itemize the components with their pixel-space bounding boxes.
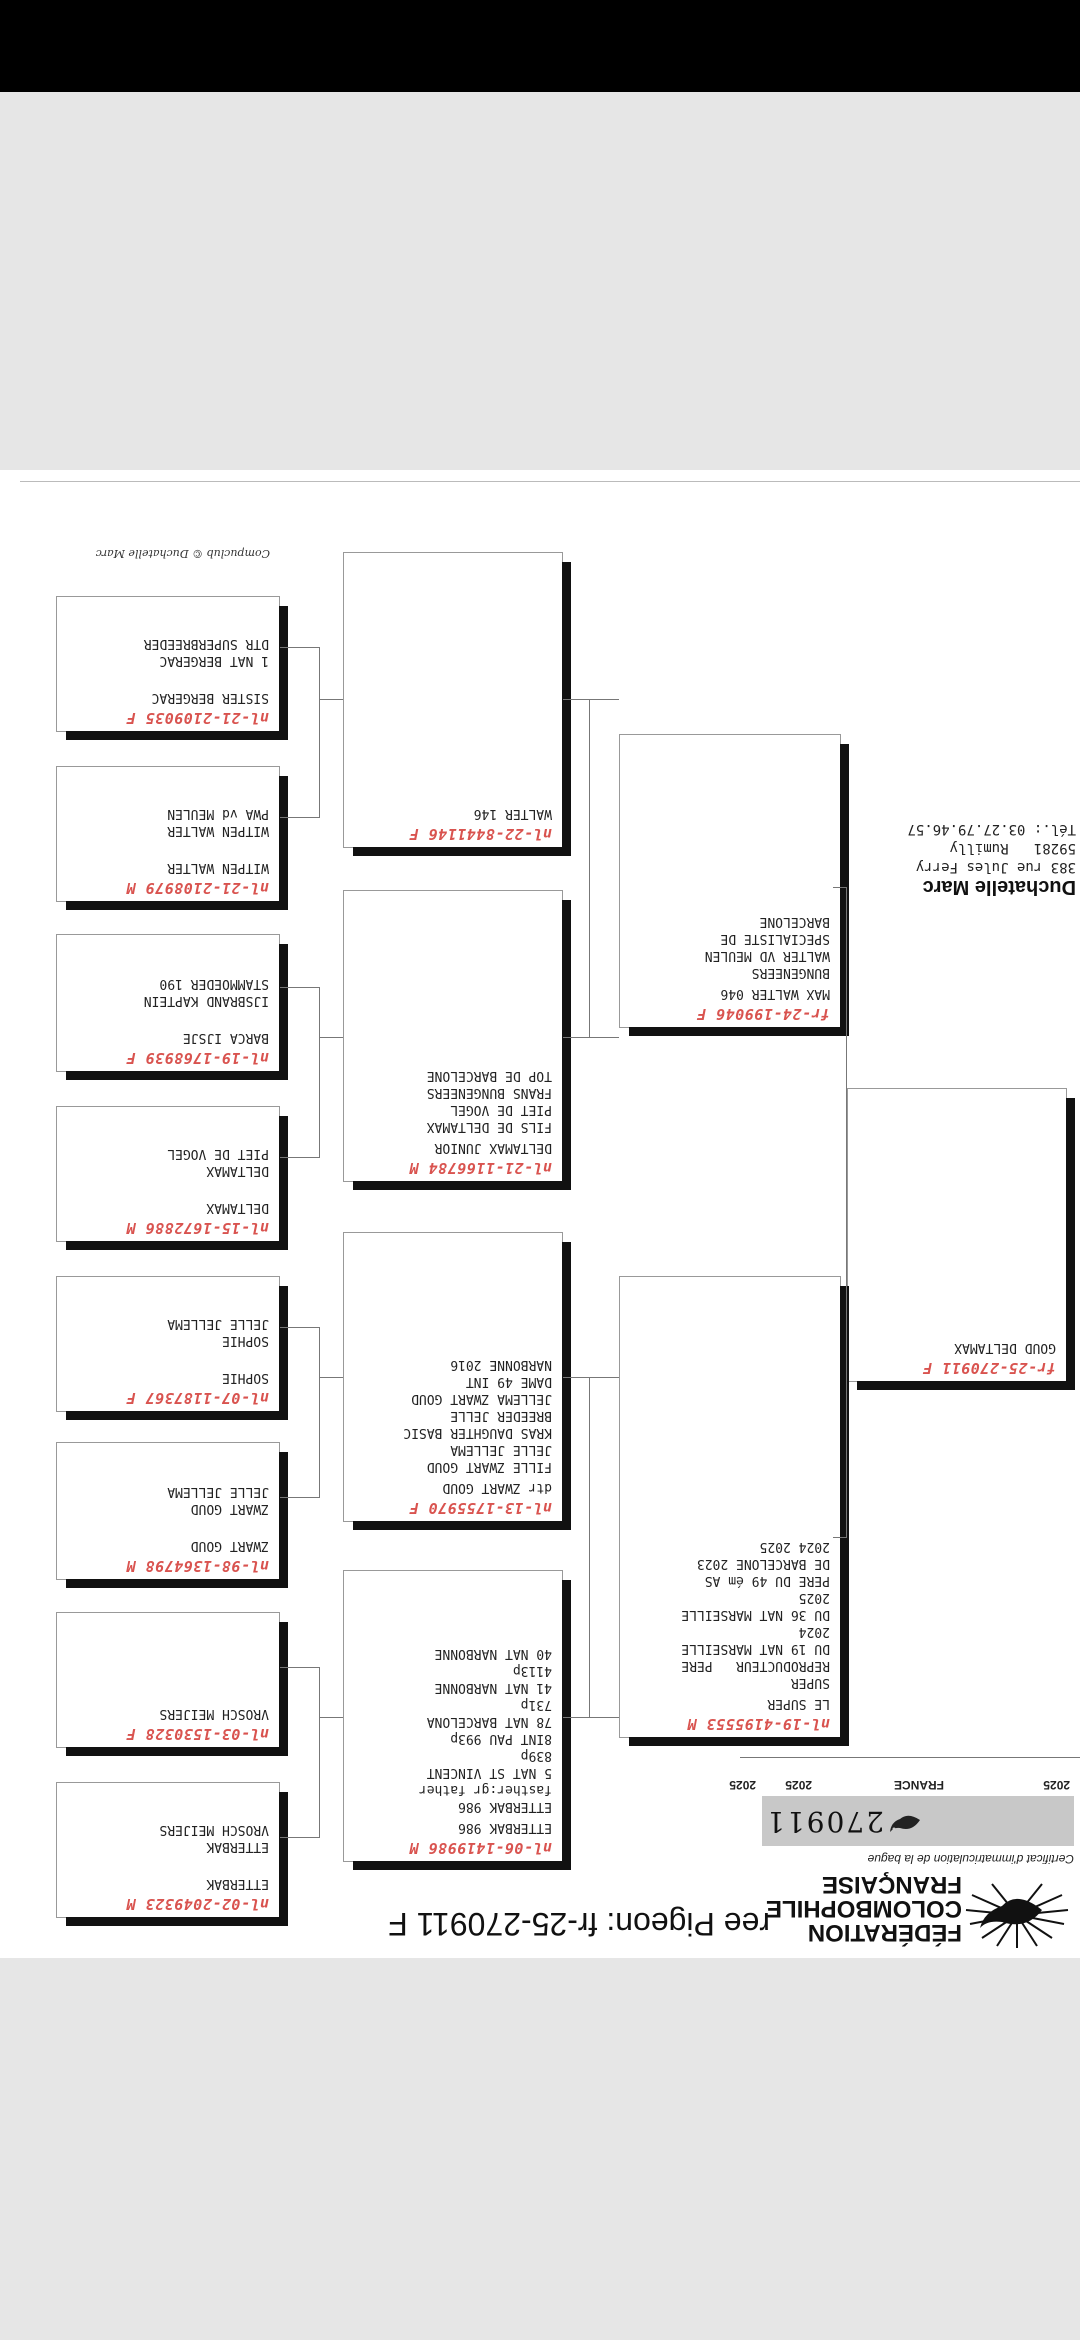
connector-line bbox=[563, 699, 619, 700]
ring-number: nl-21-2109035 F bbox=[126, 709, 269, 727]
connector-line bbox=[319, 1667, 320, 1838]
connector-line bbox=[563, 1037, 619, 1038]
ring-number: nl-15-1672886 M bbox=[126, 1219, 269, 1237]
pigeon-info: ZWART GOUD JELLE JELLEMA bbox=[167, 1484, 269, 1516]
ring-number: nl-06-1419986 M bbox=[409, 1839, 552, 1857]
pigeon-name: SISTER BERGERAC bbox=[151, 690, 269, 705]
software-credit: Compuclub © Duchatelle Marc bbox=[95, 547, 270, 560]
certificate-caption: Certificat d'immatriculation de la bague bbox=[867, 1852, 1074, 1866]
pedigree-document bbox=[0, 470, 1080, 1958]
connector-line bbox=[320, 1037, 343, 1038]
federation-logo-icon bbox=[962, 1880, 1072, 1950]
dam-sire-card[interactable] bbox=[343, 890, 563, 1182]
owner-name: Duchatelle Marc bbox=[922, 876, 1076, 898]
sire-sire-card[interactable] bbox=[343, 1570, 563, 1862]
gen4-card-sdd[interactable] bbox=[56, 1276, 280, 1412]
pigeon-name: BARCA IJSJE bbox=[182, 1030, 269, 1045]
certificate-band bbox=[762, 1796, 1074, 1846]
pigeon-name: LE SUPER bbox=[767, 1696, 830, 1711]
pigeon-info: FILS DE DELTAMAX PIET DE VOGEL FRANS BUNGENEERS TOP DE BARCELONE bbox=[426, 1068, 552, 1134]
federation-name: FÉDÉRATION COLOMBOPHILE FRANÇAISE bbox=[766, 1871, 962, 1946]
pigeon-info: 1 NAT BERGERAC DTR SUPERBREEDER bbox=[143, 636, 269, 668]
connector-line bbox=[589, 1377, 590, 1718]
pigeon-info: ETTERBAK VROSCH MEIJERS bbox=[159, 1822, 269, 1854]
connector-line bbox=[563, 1377, 619, 1378]
certificate-year: 2025 bbox=[785, 1778, 812, 1792]
connector-line bbox=[319, 647, 320, 818]
gen4-card-ssd[interactable] bbox=[56, 1612, 280, 1748]
certificate-country: FRANCE bbox=[894, 1778, 944, 1792]
pigeon-name: VROSCH MEIJERS bbox=[159, 1706, 269, 1721]
connector-line bbox=[320, 1377, 343, 1378]
top-black-bar bbox=[0, 0, 1080, 92]
pigeon-info: SOPHIE JELLE JELLEMA bbox=[167, 1316, 269, 1348]
certificate-year: 2025 bbox=[1043, 1778, 1070, 1792]
connector-line bbox=[280, 647, 320, 648]
connector-line bbox=[280, 1157, 320, 1158]
pigeon-info: DELTAMAX PIET DE VOGEL bbox=[167, 1146, 269, 1178]
connector-line bbox=[280, 1497, 320, 1498]
pigeon-name: DELTAMAX bbox=[206, 1200, 269, 1215]
owner-address: 383 rue Jules Ferry 59281 Rumilly Tél.: 03.27.79.46.57 bbox=[907, 821, 1076, 875]
sire-card[interactable] bbox=[619, 1276, 841, 1738]
connector-line bbox=[280, 817, 320, 818]
pigeon-info: SUPER REPRODUCTEUR PERE DU 19 NAT MARSEILLE 2024 DU 36 NAT MARSEILLE 2025 PERE DU 49 ém AS DE BARCELONE 2023 2024 2025 bbox=[681, 1539, 830, 1690]
pigeon-name: dtr ZWART GOUD bbox=[442, 1480, 552, 1495]
subject-pigeon-card[interactable] bbox=[847, 1088, 1067, 1382]
connector-line bbox=[280, 1667, 320, 1668]
ring-number: nl-22-8441146 F bbox=[409, 825, 552, 843]
ring-certificate bbox=[729, 1758, 1080, 1958]
pigeon-info: ETTERBAK 986 fasther:gr father 5 NAT ST VINCENT 839p 8INT PAU 993p 78 NAT BARCELONA 731p 41 NAT NARBONNE 4113p 40 NAT NARBONNE bbox=[418, 1646, 552, 1814]
gen4-card-dss[interactable] bbox=[56, 1106, 280, 1242]
pigeon-name: ETTERBAK 986 bbox=[458, 1820, 552, 1835]
sire-dam-card[interactable] bbox=[343, 1232, 563, 1522]
gen4-card-sds[interactable] bbox=[56, 1442, 280, 1580]
connector-line bbox=[319, 987, 320, 1158]
gen4-card-ddd[interactable] bbox=[56, 596, 280, 732]
pigeon-name: DELTAMAX JUNIOR bbox=[434, 1140, 552, 1155]
connector-line bbox=[589, 699, 590, 1038]
connector-line bbox=[280, 1837, 320, 1838]
ring-number: nl-03-1530328 F bbox=[126, 1725, 269, 1743]
gen4-card-sss[interactable] bbox=[56, 1782, 280, 1918]
pigeon-name: MAX WALTER 046 bbox=[720, 986, 830, 1001]
connector-line bbox=[833, 1537, 847, 1538]
pigeon-name: SOPHIE bbox=[222, 1370, 269, 1385]
connector-line bbox=[280, 1327, 320, 1328]
ring-number: fr-24-199046 F bbox=[696, 1005, 830, 1023]
pedigree-sheet bbox=[0, 470, 1080, 1958]
connector-line bbox=[280, 987, 320, 988]
ring-number: nl-21-1166784 M bbox=[409, 1159, 552, 1177]
divider bbox=[20, 481, 1080, 482]
ring-number: nl-19-4195553 M bbox=[687, 1715, 830, 1733]
pigeon-info: BUNGENEERS WALTER VD MEULEN SPECIALISTE DE BARCELONE bbox=[704, 914, 830, 980]
pigeon-info: WITPEN WALTER PWA vd MEULEN bbox=[167, 806, 269, 838]
document-title: ree Pigeon: fr-25-270911 F bbox=[388, 1906, 770, 1942]
divider bbox=[740, 1757, 1080, 1758]
connector-line bbox=[319, 1327, 320, 1498]
pigeon-name: ETTERBAK bbox=[206, 1876, 269, 1891]
connector-line bbox=[833, 887, 847, 888]
ring-number: nl-19-1768939 F bbox=[126, 1049, 269, 1067]
gen4-card-dds[interactable] bbox=[56, 766, 280, 902]
ring-number: nl-98-1364798 M bbox=[126, 1557, 269, 1575]
pigeon-icon bbox=[886, 1808, 924, 1838]
ring-number: fr-25-270911 F bbox=[922, 1359, 1056, 1377]
pigeon-name: WITPEN WALTER bbox=[167, 860, 269, 875]
pigeon-name: ZWART GOUD bbox=[190, 1538, 269, 1553]
dam-dam-card[interactable] bbox=[343, 552, 563, 848]
dam-card[interactable] bbox=[619, 734, 841, 1028]
certificate-year: 2025 bbox=[729, 1778, 756, 1792]
pigeon-name: WALTER 146 bbox=[473, 806, 552, 821]
gen4-card-dsd[interactable] bbox=[56, 934, 280, 1072]
ring-number: nl-02-2049323 M bbox=[126, 1895, 269, 1913]
connector-line bbox=[846, 887, 847, 1538]
connector-line bbox=[320, 1717, 343, 1718]
certificate-number: 270911 bbox=[765, 1805, 884, 1838]
ring-number: nl-21-2108979 M bbox=[126, 879, 269, 897]
pigeon-name: GOUD DELTAMAX bbox=[954, 1340, 1056, 1355]
pigeon-info: FILLE ZWART GOUD JELLE JELLEMA KRAS DAUGHTER BASIC BREEDER JELLE JELLEMA ZWART GOUD DAME 49 INT NARBONNE 2016 bbox=[403, 1357, 552, 1474]
ring-number: nl-13-1755970 F bbox=[409, 1499, 552, 1517]
connector-line bbox=[320, 699, 343, 700]
ring-number: nl-07-1187367 F bbox=[126, 1389, 269, 1407]
pigeon-info: IJSBRAND KAPTEIN STAMMOEDER 190 bbox=[143, 976, 269, 1008]
connector-line bbox=[563, 1717, 619, 1718]
